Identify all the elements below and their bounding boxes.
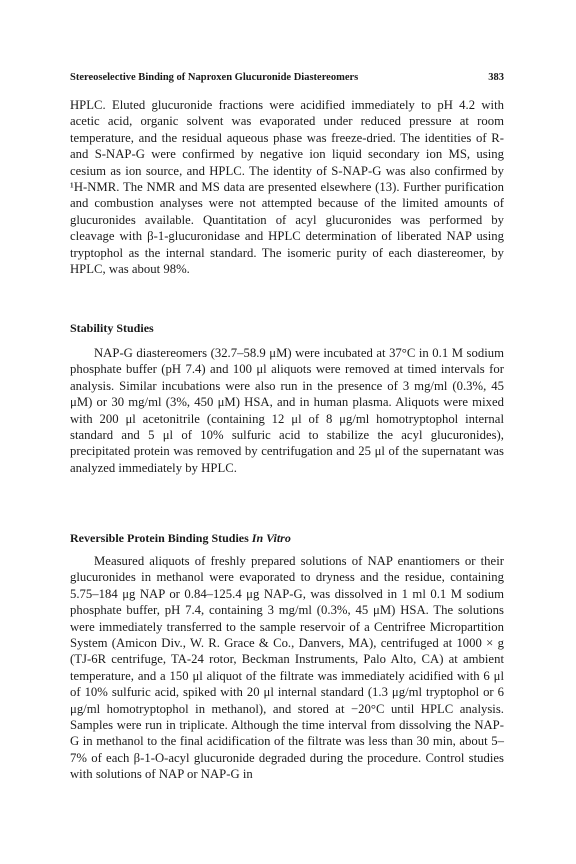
page-number: 383 [488,72,504,83]
intro-paragraph: HPLC. Eluted glucuronide fractions were acidified immediately to pH 4.2 with acetic acid, organic solvent was evaporated under reduced pressure at room temperature, and the residual aqueous phase was freeze-dried. The identities of R- and S-NAP-G were confirmed by negative ion liquid secondary ion MS, using cesium as ion source, and HPLC. The identity of S-NAP-G was also confirmed by ¹H-NMR. The NMR and MS data are presented elsewhere (13). Further purification and combustion analyses were not attempted because of the limited amounts of glucuronides available. Quantitation of acyl glucuronides was performed by cleavage with β-1-glucuronidase and HPLC determination of liberated NAP using tryptophol as the internal standard. The isomeric purity of each diastereomer, by HPLC, was about 98%. [70,98,504,277]
binding-body [70,553,504,783]
running-head-title: Stereoselective Binding of Naproxen Glucuronide Diastereomers [70,72,359,83]
stability-paragraph: NAP-G diastereomers (32.7–58.9 μM) were incubated at 37°C in 0.1 M sodium phosphate buffer (pH 7.4) and 100 μl aliquots were removed at timed intervals for analysis. Similar incubations were also run in the presence of 3 mg/ml (0.3%, 45 μM) or 30 mg/ml (3%, 450 μM) HSA, and in human plasma. Aliquots were mixed with 200 μl acetonitrile (containing 12 μl of 8 μg/ml homotryptophol internal standard and 5 μl of 10% sulfuric acid to stabilize the acyl glucuronides), precipitated protein was removed by centrifugation and 25 μl of the supernatant was analyzed immediately by HPLC. [70,346,504,475]
running-head [70,72,504,83]
intro-block [70,97,504,277]
binding-section [70,530,504,546]
stability-heading: Stability Studies [70,321,154,335]
stability-body [70,345,504,476]
stability-section [70,320,504,336]
binding-heading: Reversible Protein Binding Studies In Vitro [70,531,291,545]
binding-paragraph: Measured aliquots of freshly prepared solutions of NAP enantiomers or their glucuronides in methanol were evaporated to dryness and the residue, containing 5.75–184 μg NAP or 0.84–125.4 μg NAP-G, was dissolved in 1 ml 0.1 M sodium phosphate buffer, pH 7.4, containing 3 mg/ml (0.3%, 45 μM) HSA. The solutions were immediately transferred to the sample reservoir of a Centrifree Micropartition System (Amicon Div., W. R. Grace & Co., Danvers, MA), centrifuged at 1000 × g (TJ-6R centrifuge, TA-24 rotor, Beckman Instruments, Palo Alto, CA) at ambient temperature, and a 150 μl aliquot of the filtrate was immediately acidified with 6 μl of 10% sulfuric acid, spiked with 20 μl internal standard (1.3 μg/ml tryptophol or 6 μg/ml homotryptophol in methanol), and stored at −20°C until HPLC analysis. Samples were run in triplicate. Although the time interval from dissolving the NAP-G in methanol to the final acidification of the filtrate was less than 30 min, about 5–7% of each β-1-O-acyl glucuronide degraded during the procedure. Control studies with solutions of NAP or NAP-G in [70,554,504,782]
